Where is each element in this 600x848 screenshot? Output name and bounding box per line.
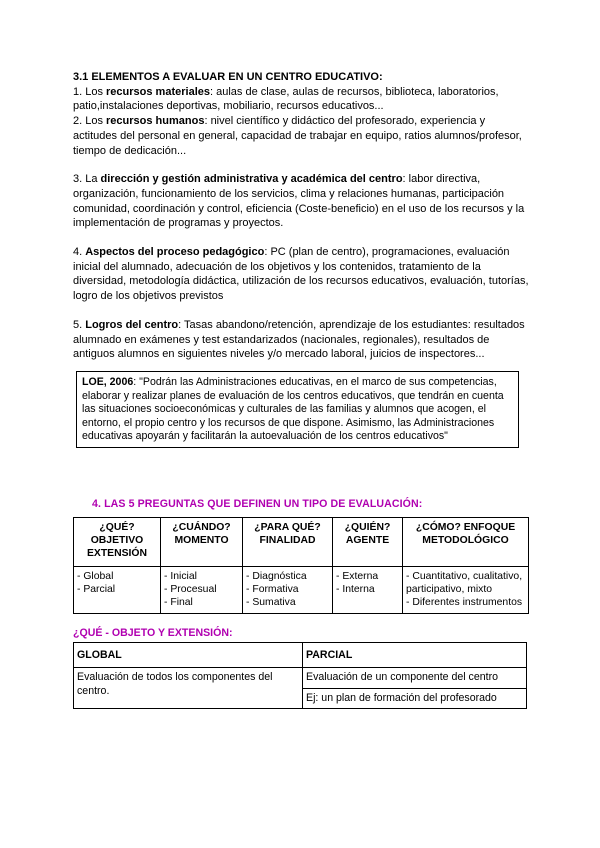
cell-cuando: - Inicial - Procesual - Final [161,566,243,613]
section-3-title: 3.1 ELEMENTOS A EVALUAR EN UN CENTRO EDUCATIVO: [73,71,383,83]
section-5-title: ¿QUÉ - OBJETO Y EXTENSIÓN: [73,626,233,639]
item-recursos-humanos: 2. Los recursos humanos: nivel científico y didáctico del profesorado, experiencia y actitudes del personal en general, capacidad de trabajar en equipo, ratios alumnos/profesor, tiempo de dedicación... [73,115,522,157]
cell-quien: - Externa - Interna [333,566,403,613]
header-global: GLOBAL [74,643,303,668]
section-4-title: 4. LAS 5 PREGUNTAS QUE DEFINEN UN TIPO DE EVALUACIÓN: [92,497,423,510]
header-para-que: ¿PARA QUÉ? FINALIDAD [243,517,333,566]
cell-parcial-2: Ej: un plan de formación del profesorado [303,688,527,708]
item-logros-centro: 5. Logros del centro: Tasas abandono/retención, aprendizaje de los estudiantes: resultados alumnado en exámenes y test estandarizados (nacionales, regionales), resultados de antiguos alumnos en siguientes niveles y/o mercado laboral, juicios de inspectores... [73,318,525,361]
item-direccion-gestion: 3. La dirección y gestión administrativa y académica del centro: labor directiva, organización, funcionamiento de los servicios, clima y relaciones humanas, participación comunidad, coordinación y control, eficiencia (Coste-beneficio) en el uso de los recursos y la implementación de programas y proyectos. [73,173,525,230]
item-recursos-materiales: 1. Los recursos materiales: aulas de clase, aulas de recursos, biblioteca, laboratorios, patio,instalaciones deportivas, mobiliario, recursos educativos... 2. Los recursos humanos: nivel científico y didáctico del profesorado, experiencia y actitudes del personal en general, capacidad de trabajar en equipo, ratios alumnos/profesor, tiempo de dedicación... [73,85,522,157]
header-como: ¿CÓMO? ENFOQUE METODOLÓGICO [403,517,529,566]
header-cuando: ¿CUÁNDO? MOMENTO [161,517,243,566]
objeto-extension-table [73,642,527,709]
loe-quote-box [76,371,519,448]
cell-parcial-1: Evaluación de un componente del centro [303,668,527,688]
quote-source: LOE, 2006 [82,375,134,388]
document-page [73,70,530,709]
header-parcial: PARCIAL [303,643,527,668]
header-quien: ¿QUIÉN? AGENTE [333,517,403,566]
cell-para-que: - Diagnóstica - Formativa - Sumativa [243,566,333,613]
cell-global-text: Evaluación de todos los componentes del centro. [74,668,303,709]
cell-como: - Cuantitativo, cualitativo, participativo, mixto - Diferentes instrumentos [403,566,529,613]
quote-text: : "Podrán las Administraciones educativas, en el marco de sus competencias, elaborar y realizar planes de evaluación de los centros educativos, que tendrán en cuenta las situaciones socioeconómicas y culturales de las familias y alumnos que acogen, el entorno, el propio centro y los recursos de que dispone. Asimismo, las Administraciones educativas apoyarán y facilitarán la autoevaluación de los centros educativos" [82,375,504,443]
header-que: ¿QUÉ? OBJETIVO EXTENSIÓN [74,517,161,566]
item-proceso-pedagogico: 4. Aspectos del proceso pedagógico: PC (plan de centro), programaciones, evaluación inicial del alumnado, adecuación de los objetivos y los contenidos, tratamiento de la diversidad, metodología didáctica, utilización de los recursos educativos, evaluación, tutorías, logro de los objetivos previstos [73,246,529,303]
cell-que: - Global - Parcial [74,566,161,613]
five-questions-table [73,517,529,614]
